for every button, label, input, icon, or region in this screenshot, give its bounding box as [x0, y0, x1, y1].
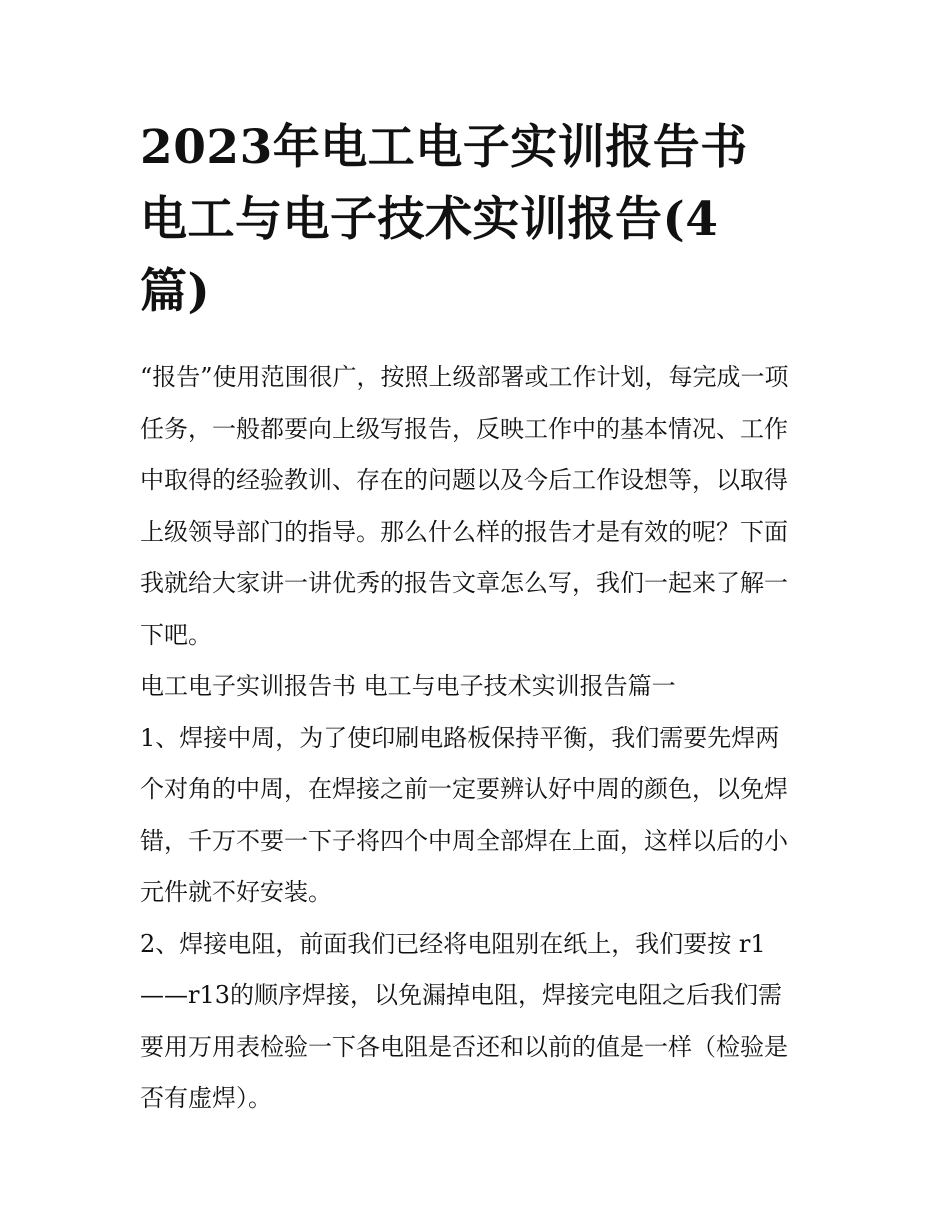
text-line: 要用万用表检验一下各电阻是否还和以前的值是一样（检验是	[140, 1032, 788, 1061]
text-line: 下吧。	[140, 620, 212, 649]
text-line: 错，千万不要一下子将四个中周全部焊在上面，这样以后的小	[140, 826, 788, 855]
item-1-paragraph	[140, 713, 815, 919]
intro-paragraph	[140, 352, 815, 661]
text-line: 我就给大家讲一讲优秀的报告文章怎么写，我们一起来了解一	[140, 569, 788, 597]
text-line: 1、焊接中周，为了使印刷电路板保持平衡，我们需要先焊两	[140, 723, 780, 752]
title-line: 篇)	[140, 264, 211, 319]
text-line: ——r13的顺序焊接，以免漏掉电阻，焊接完电阻之后我们需	[140, 981, 783, 1009]
item-2-paragraph	[140, 919, 815, 1125]
document-title	[140, 112, 815, 328]
section-heading	[140, 661, 815, 713]
title-line: 2023年电工电子实训报告书	[140, 120, 748, 175]
text-line: 电工电子实训报告书 电工与电子技术实训报告篇一	[140, 672, 676, 700]
text-line: 中取得的经验教训、存在的问题以及今后工作设想等，以取得	[140, 466, 788, 494]
text-line: 个对角的中周，在焊接之前一定要辨认好中周的颜色，以免焊	[140, 775, 788, 803]
text-line: 任务，一般都要向上级写报告，反映工作中的基本情况、工作	[140, 414, 788, 443]
document-body	[140, 352, 815, 1125]
text-line: 上级领导部门的指导。那么什么样的报告才是有效的呢？下面	[140, 517, 788, 546]
title-line: 电工与电子技术实训报告(4	[140, 192, 719, 247]
text-line: 元件就不好安装。	[140, 878, 332, 906]
text-line: 否有虚焊）。	[140, 1084, 272, 1112]
text-line: “报告”使用范围很广，按照上级部署或工作计划，每完成一项	[140, 363, 789, 391]
text-line: 2、焊接电阻，前面我们已经将电阻别在纸上，我们要按 r1	[140, 929, 766, 958]
